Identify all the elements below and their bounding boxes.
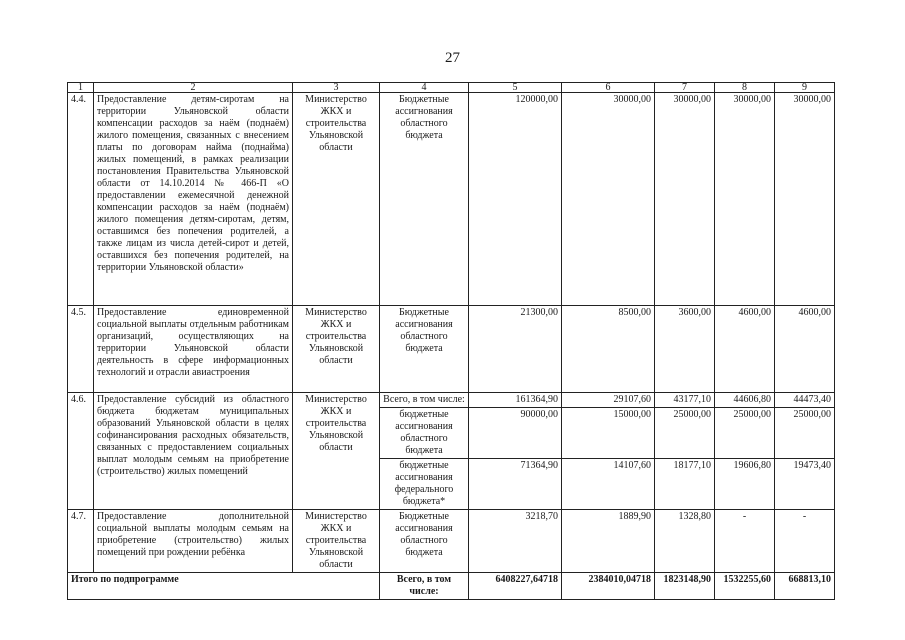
value-year: 15000,00 [562,408,655,459]
value-year: 18177,10 [655,459,715,510]
table-row [68,93,835,306]
value-year: 1532255,60 [715,573,775,600]
column-number: 8 [715,83,775,93]
value-year: 4600,00 [715,306,775,393]
value-year: 30000,00 [562,93,655,306]
value-total: 90000,00 [469,408,562,459]
value-year: 43177,10 [655,393,715,408]
value-total: 71364,90 [469,459,562,510]
value-year: 1328,80 [655,510,715,573]
measure-description: Предоставление дополнительной социальной выплаты молодым семьям на приобретение (строительство) жилых помещений при рождении ребёнка [94,510,293,573]
funding-source: Бюджетные ассигнования областного бюджета [380,93,469,306]
value-year: 30000,00 [775,93,835,306]
funding-source: Всего, в том числе: [380,393,469,408]
page-number: 27 [445,50,460,66]
table-row [68,306,835,393]
value-year: 44473,40 [775,393,835,408]
column-number: 5 [469,83,562,93]
total-row [68,573,835,600]
value-year: 3600,00 [655,306,715,393]
table-row [68,510,835,573]
value-year: 4600,00 [775,306,835,393]
value-year: - [715,510,775,573]
value-year: 30000,00 [655,93,715,306]
column-number: 4 [380,83,469,93]
subprogram-table [67,82,835,600]
funding-source: Бюджетные ассигнования областного бюджета [380,306,469,393]
column-number: 6 [562,83,655,93]
value-year: - [775,510,835,573]
measure-description: Предоставление детям-сиротам на территории Ульяновской области компенсации расходов за наём (поднаём) жилого помещения, связанных с внесением платы по договорам найма (поднайма) жилых помещений, в рамках реализации постановления Правительства Ульяновской области от 14.10.2014 № 466-П «О предоставлении ежемесячной денежной компенсации расходов за наём (поднаём) жилого помещения детям-сиротам, детям, оставшимся без попечения родителей, а также лицам из числа детей-сирот и детей, оставшихся без попечения родителей, на территории Ульяновской области» [94,93,293,306]
column-number-row [68,83,835,93]
value-year: 44606,80 [715,393,775,408]
value-year: 1889,90 [562,510,655,573]
executor: Министерство ЖКХ и строительства Ульяновской области [293,393,380,510]
table-row [68,393,835,408]
value-year: 30000,00 [715,93,775,306]
row-number: 4.6. [68,393,94,510]
column-number: 9 [775,83,835,93]
value-total: 3218,70 [469,510,562,573]
measure-description: Предоставление субсидий из областного бюджета бюджетам муниципальных образований Ульяновской области в целях софинансирования расходных обязательств, связанных с предоставлением социальных выплат молодым семьям на приобретение (строительство) жилых помещений [94,393,293,510]
value-total: 6408227,64718 [469,573,562,600]
value-year: 25000,00 [775,408,835,459]
executor: Министерство ЖКХ и строительства Ульяновской области [293,93,380,306]
value-total: 21300,00 [469,306,562,393]
column-number: 2 [94,83,293,93]
row-number: 4.4. [68,93,94,306]
value-year: 25000,00 [655,408,715,459]
column-number: 3 [293,83,380,93]
value-year: 19473,40 [775,459,835,510]
funding-source: Всего, в том числе: [380,573,469,600]
value-year: 19606,80 [715,459,775,510]
value-year: 668813,10 [775,573,835,600]
value-year: 2384010,04718 [562,573,655,600]
funding-source: бюджетные ассигнования областного бюджета [380,408,469,459]
value-year: 14107,60 [562,459,655,510]
executor: Министерство ЖКХ и строительства Ульяновской области [293,306,380,393]
value-year: 25000,00 [715,408,775,459]
column-number: 1 [68,83,94,93]
value-total: 120000,00 [469,93,562,306]
row-number: 4.5. [68,306,94,393]
column-number: 7 [655,83,715,93]
value-year: 1823148,90 [655,573,715,600]
value-total: 161364,90 [469,393,562,408]
measure-description: Предоставление единовременной социальной выплаты отдельным работникам организаций, осуществляющих на территории Ульяновской области деятельность в сфере информационных технологий и отрасли авиастроения [94,306,293,393]
funding-source: бюджетные ассигнования федерального бюджета* [380,459,469,510]
executor: Министерство ЖКХ и строительства Ульяновской области [293,510,380,573]
funding-source: Бюджетные ассигнования областного бюджета [380,510,469,573]
total-label: Итого по подпрограмме [68,573,380,600]
value-year: 8500,00 [562,306,655,393]
row-number: 4.7. [68,510,94,573]
value-year: 29107,60 [562,393,655,408]
